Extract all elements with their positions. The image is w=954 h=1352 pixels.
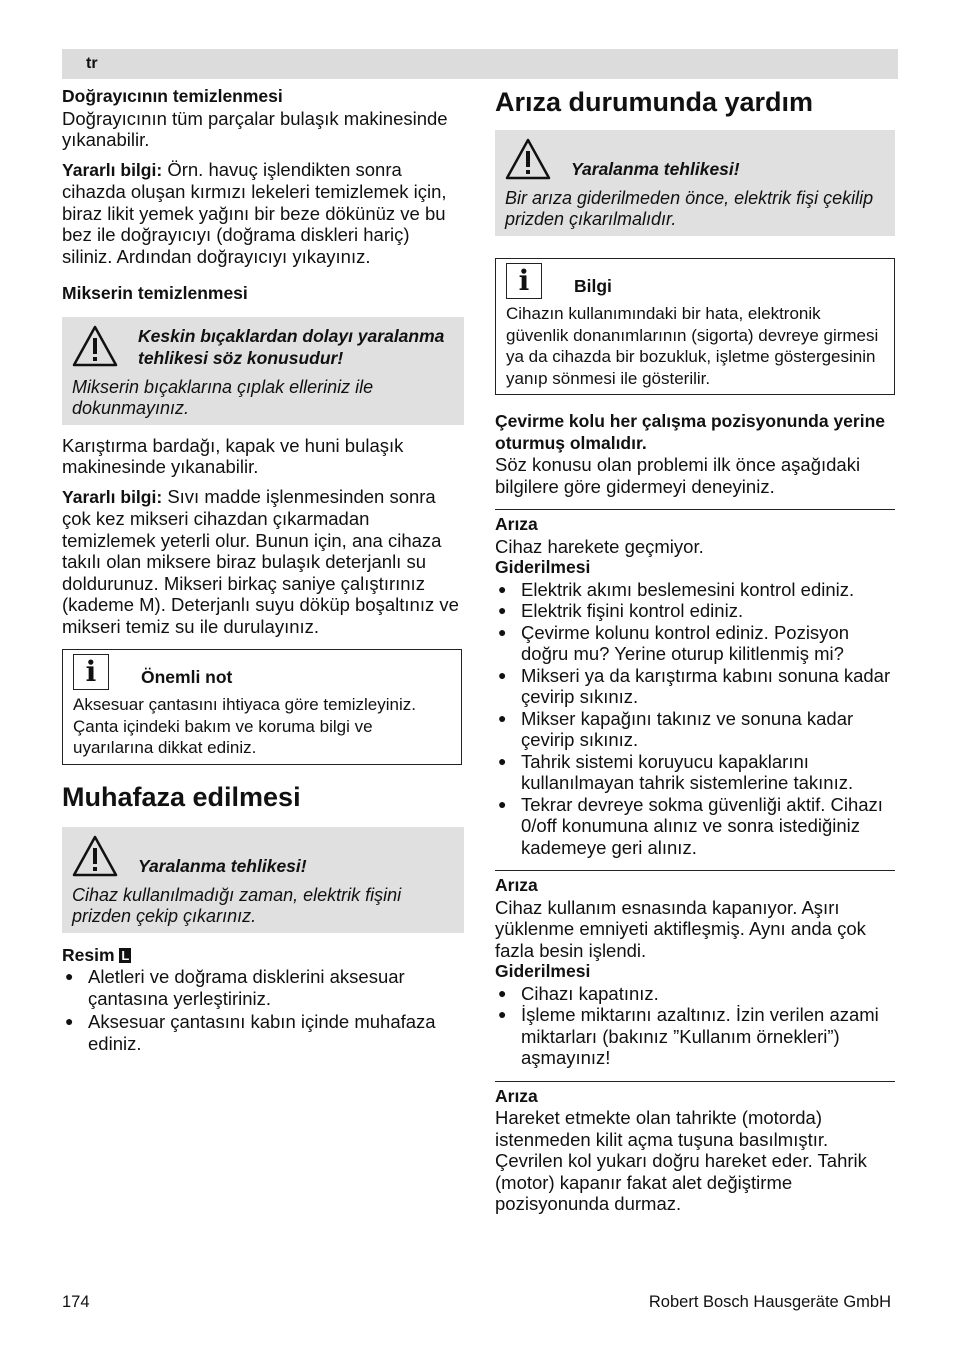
storage-heading: Muhafaza edilmesi [62, 781, 301, 812]
fault-block [495, 509, 895, 858]
list-item: ● Mikser kapağını takınız ve sonuna kadar çevirip sıkınız. [495, 708, 895, 751]
info-i-icon: i [73, 654, 109, 690]
fault-block [495, 870, 895, 1069]
tip-label-2: Yararlı bilgi: [62, 486, 163, 507]
list-item: ● Cihazı kapatınız. [495, 983, 895, 1005]
blade-warning-title: Keskin bıçaklardan dolayı yaralanma tehlikesi söz konusudur! [138, 325, 445, 368]
tip-paragraph-2 [62, 486, 464, 638]
figure-label: Resim [62, 944, 115, 965]
chopper-cleaning-text: Doğrayıcının tüm parçalar bulaşık makinesinde yıkanabilir. [62, 107, 448, 150]
knob-title: Çevirme kolu her çalışma pozisyonunda yerine oturmuş olmalıdır. [495, 411, 885, 453]
fault-warning-box [495, 130, 895, 236]
figure-ref-badge: L [121, 947, 130, 963]
list-item: ● Elektrik akımı beslemesini kontrol ediniz. [495, 579, 895, 601]
remedy-label: Giderilmesi [495, 557, 591, 577]
remedy-list [495, 579, 895, 859]
list-item: ● Elektrik fişini kontrol ediniz. [495, 600, 895, 622]
tip-label-1: Yararlı bilgi: [62, 159, 163, 180]
tip-text-2: Sıvı madde işlenmesinden sonra çok kez mikseri cihazdan çıkarmadan temizlemek yeterli olur. Bunun için, ana cihaza takılı olan miksere biraz bulaşık deterjanlı su doldurunuz. Mikseri birkaç saniye çalıştırınız (kademe M). Deterjanlı suyu döküp boşaltınız ve mikseri temiz su ile durulayınız. [62, 485, 459, 637]
storage-warning-text: Cihaz kullanılmadığı zaman, elektrik fişini prizden çekip çıkarınız. [72, 884, 402, 926]
page-number: 174 [62, 1293, 90, 1311]
important-note-box [62, 649, 462, 765]
list-item: ● Aletleri ve doğrama disklerini aksesuar çantasına yerleştiriniz. [62, 966, 464, 1009]
tip-text-1: Örn. havuç işlendikten sonra cihazda oluşan kırmızı lekeleri temizlemek için, biraz likit yemek yağını bir beze dökünüz ve bu bez ile doğrayıcıyı (doğrama diskleri hariç) siliniz. Ardından doğrayıcıyı yıkayınız. [62, 158, 447, 267]
figure-reference [62, 945, 464, 967]
important-note-text: Aksesuar çantasını ihtiyaca göre temizleyiniz. Çanta içindeki bakım ve koruma bilgi ve uyarılarına dikkat ediniz. [73, 695, 416, 757]
fault-label: Arıza [495, 1085, 538, 1106]
list-item: ● İşleme miktarını azaltınız. İzin verilen azami miktarları (bakınız ”Kullanım örnekleri”) aşmayınız! [495, 1004, 895, 1069]
remedy-list [495, 983, 895, 1069]
list-item: ● Tekrar devreye sokma güvenliği aktif. Cihazı 0/off konumuna alınız ve sonra istediğiniz kademeye geri alınız. [495, 794, 895, 859]
list-item: ● Tahrik sistemi koruyucu kapaklarını kullanılmayan tahrik sistemlerine takınız. [495, 751, 895, 794]
blade-warning-text: Mikserin bıçaklarına çıplak elleriniz ile dokunmayınız. [72, 376, 374, 418]
fault-block [495, 1081, 895, 1215]
right-column [495, 86, 895, 1215]
info-box [495, 258, 895, 395]
fault-label: Arıza [495, 875, 538, 895]
chopper-cleaning-title: Doğrayıcının temizlenmesi [62, 86, 283, 106]
storage-warning-title: Yaralanma tehlikesi! [138, 855, 307, 876]
knob-text: Söz konusu olan problemi ilk önce aşağıdaki bilgilere göre gidermeyi deneyiniz. [495, 454, 861, 497]
remedy-label: Giderilmesi [495, 961, 591, 981]
mixer-dishwasher-text: Karıştırma bardağı, kapak ve huni bulaşık makinesinde yıkanabilir. [62, 434, 404, 477]
storage-list [62, 966, 464, 1054]
fault-warning-title: Yaralanma tehlikesi! [571, 159, 740, 179]
info-title: Bilgi [574, 275, 612, 296]
warning-triangle-icon [505, 138, 551, 180]
list-item: ● Aksesuar çantasını kabın içinde muhafaza ediniz. [62, 1011, 464, 1054]
storage-warning-box [62, 827, 464, 933]
warning-triangle-icon [72, 835, 118, 877]
blade-warning-box [62, 317, 464, 425]
warning-triangle-icon [72, 325, 118, 367]
left-column [62, 86, 464, 1054]
fault-label: Arıza [495, 514, 538, 534]
list-item: ● Mikseri ya da karıştırma kabını sonuna kadar çevirip sıkınız. [495, 665, 895, 708]
language-code: tr [86, 55, 98, 72]
troubleshooting-heading: Arıza durumunda yardım [495, 87, 814, 117]
important-note-title: Önemli not [141, 666, 233, 687]
info-i-icon: i [506, 263, 542, 299]
fault-warning-text: Bir arıza giderilmeden önce, elektrik fişi çekilip prizden çıkarılmalıdır. [505, 188, 874, 229]
fault-text: Cihaz harekete geçmiyor. [495, 535, 704, 557]
company-name: Robert Bosch Hausgeräte GmbH [648, 1293, 891, 1311]
mixer-cleaning-title: Mikserin temizlenmesi [62, 283, 248, 303]
fault-text: Cihaz kullanım esnasında kapanıyor. Aşırı yüklenme emniyeti aktifleşmiş. Aynı anda çok fazla besin işlendi. [495, 896, 866, 961]
language-bar [62, 49, 898, 79]
info-text: Cihazın kullanımındaki bir hata, elektronik güvenlik donanımlarının (sigorta) devreye girmesi ya da cihazda bir bozukluk, işletme göstergesinin yanıp sönmesi ile gösterilir. [506, 304, 879, 388]
tip-paragraph-1 [62, 159, 464, 268]
fault-text: Hareket etmekte olan tahrikte (motorda) istenmeden kilit açma tuşuna basılmıştır. Çevrilen kol yukarı doğru hareket eder. Tahrik (motor) kapanır fakat alet değiştirme pozisyonunda durmaz. [495, 1107, 867, 1214]
list-item: ● Çevirme kolunu kontrol ediniz. Pozisyon doğru mu? Yerine oturup kilitlenmiş mi? [495, 622, 895, 665]
